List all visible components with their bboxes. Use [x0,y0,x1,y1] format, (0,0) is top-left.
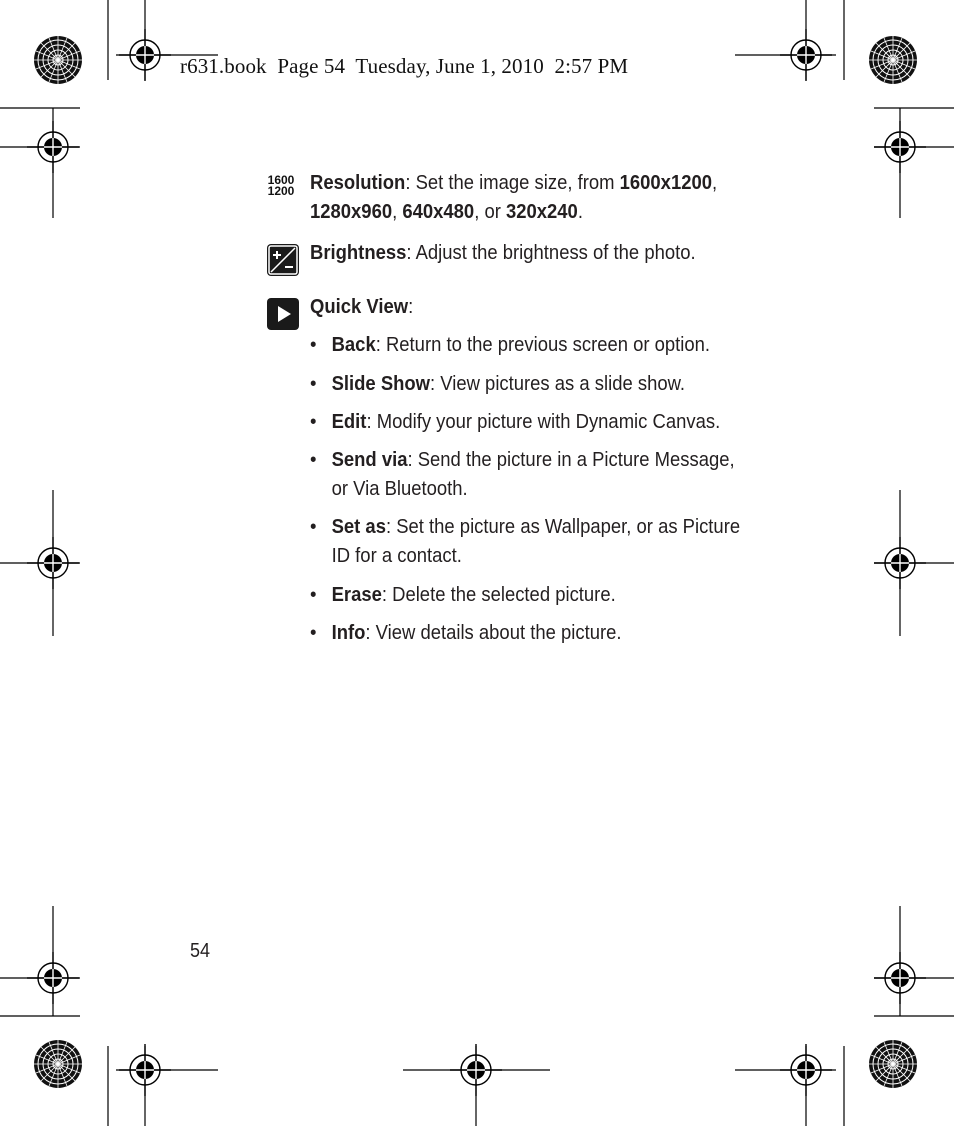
option-label: Back [331,333,376,356]
option-desc: : Return to the previous screen or option. [375,333,711,356]
resolution-desc: : Set the image size, from [405,171,620,194]
bullet: • [310,333,317,356]
feature-list [310,168,742,647]
sep: , [392,200,403,223]
quick-view-options [310,330,742,647]
quick-view-entry [310,292,742,321]
option-desc: : View pictures as a slide show. [430,372,686,395]
option-label: Send via [331,448,408,471]
list-item [310,445,742,503]
page-number: 54 [190,940,211,962]
quick-view-colon: : [408,295,414,318]
resolution-icon [262,175,300,197]
sep: . [577,200,583,223]
size-320: 320x240 [505,200,578,223]
list-item [310,618,742,647]
resolution-entry [310,168,742,226]
size-640: 640x480 [402,200,475,223]
bullet: • [310,410,317,433]
brightness-label: Brightness [310,241,407,264]
list-item [310,330,742,359]
option-desc: : View details about the picture. [365,621,622,644]
option-desc: : Set the picture as Wallpaper, or as Picture ID for a contact. [331,515,741,567]
brightness-icon [266,243,300,277]
size-1280: 1280x960 [310,200,393,223]
list-item [310,512,742,570]
bullet: • [310,372,317,395]
option-desc: : Send the picture in a Picture Message, or Via Bluetooth. [331,448,735,500]
list-item [310,580,742,609]
option-desc: : Modify your picture with Dynamic Canvas. [366,410,721,433]
sep: , or [474,200,506,223]
size-1600: 1600x1200 [619,171,713,194]
sep: , [712,171,718,194]
option-desc: : Delete the selected picture. [381,583,616,606]
option-label: Erase [331,583,382,606]
option-label: Set as [331,515,386,538]
resolution-icon-line1: 1600 [267,173,295,187]
quick-view-label: Quick View [310,295,409,318]
bullet: • [310,448,317,471]
bullet: • [310,621,317,644]
list-item [310,407,742,436]
resolution-icon-line2: 1200 [267,184,295,198]
bullet: • [310,583,317,606]
brightness-desc: : Adjust the brightness of the photo. [406,241,696,264]
option-label: Edit [331,410,367,433]
brightness-entry [310,238,742,267]
play-icon [266,297,300,331]
bullet: • [310,515,317,538]
list-item [310,369,742,398]
option-label: Slide Show [331,372,431,395]
print-header: r631.book Page 54 Tuesday, June 1, 2010 2:57 PM [180,54,629,78]
option-label: Info [331,621,366,644]
resolution-label: Resolution [310,171,406,194]
